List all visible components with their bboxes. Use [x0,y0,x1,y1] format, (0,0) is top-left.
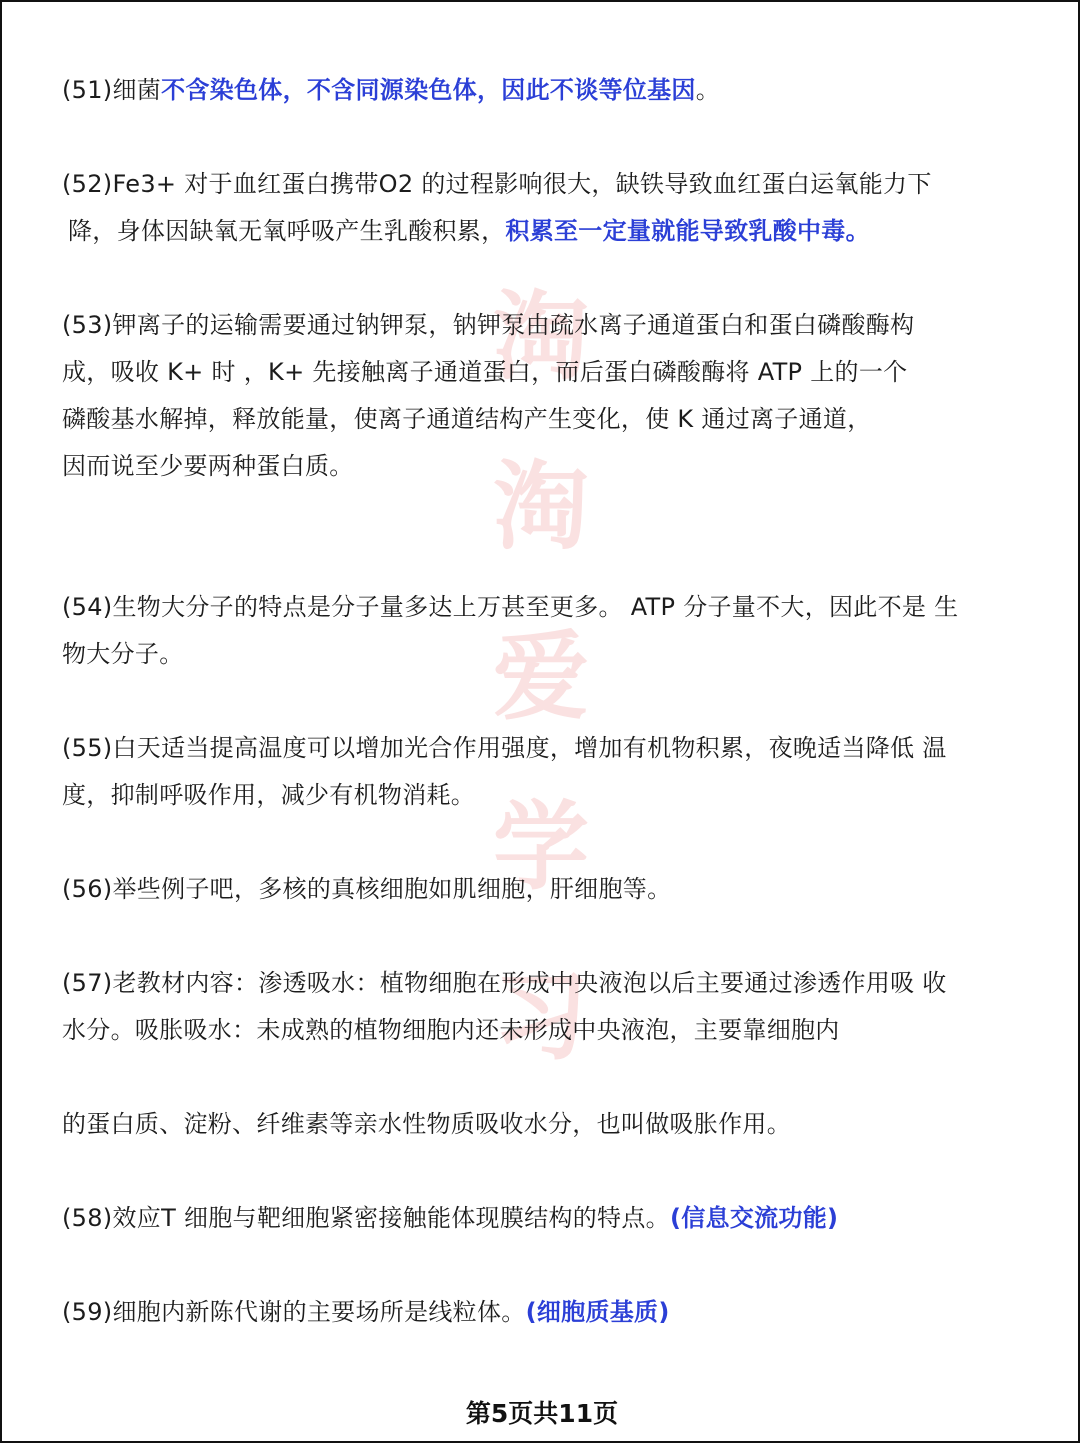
item-53-line-4: 因而说至少要两种蛋白质。 [62,452,354,480]
item-59-highlight: (细胞质基质) [525,1298,670,1326]
item-56-line-1: (56)举些例子吧，多核的真核细胞如肌细胞，肝细胞等。 [62,875,672,903]
watermark-char: 淘 [493,450,589,563]
watermark-char: 爱 [493,620,589,733]
item-54-line-2: 物大分子。 [62,640,184,668]
item-55-line-2: 度，抑制呼吸作用，减少有机物消耗。 [62,781,476,809]
item-52-line-1: (52)Fe3+ 对于血红蛋白携带O2 的过程影响很大，缺铁导致血红蛋白运氧能力下 [62,170,932,198]
watermark-char: 学 [493,790,589,903]
item-59-text: (59)细胞内新陈代谢的主要场所是线粒体。 [62,1298,526,1326]
item-51-prefix: (51)细菌 [62,76,162,104]
item-58-text: (58)效应T 细胞与靶细胞紧密接触能体现膜结构的特点。 [62,1204,670,1232]
item-55-line-1: (55)白天适当提高温度可以增加光合作用强度，增加有机物积累，夜晚适当降低 温 [62,734,947,762]
item-58-highlight: (信息交流功能) [669,1204,839,1232]
page-number: 第5页共11页 [465,1399,619,1428]
item-51-line-1 [62,74,720,106]
item-53-line-3: 磷酸基水解掉，释放能量，使离子通道结构产生变化，使 K 通过离子通道， [62,405,872,433]
item-52-line-2 [68,215,870,247]
item-58-line-1 [62,1202,838,1234]
item-53-line-2: 成，吸收 K+ 时 ，K+ 先接触离子通道蛋白，而后蛋白磷酸酶将 ATP 上的一个 [62,358,908,386]
watermark-char: 习 [493,960,589,1073]
item-53-line-1: (53)钾离子的运输需要通过钠钾泵，钠钾泵由疏水离子通道蛋白和蛋白磷酸酶构 [62,311,915,339]
item-51-suffix: 。 [695,76,720,104]
item-52-highlight: 积累至一定量就能导致乳酸中毒。 [505,217,870,245]
item-52-text: 降，身体因缺氧无氧呼吸产生乳酸积累， [68,217,506,245]
item-57-line-3: 的蛋白质、淀粉、纤维素等亲水性物质吸收水分，也叫做吸胀作用。 [62,1110,791,1138]
item-59-line-1 [62,1296,670,1328]
item-51-highlight: 不含染色体，不含同源染色体，因此不谈等位基因 [161,76,696,104]
watermark-char: 淘 [493,280,589,393]
item-54-line-1: (54)生物大分子的特点是分子量多达上万甚至更多。 ATP 分子量不大，因此不是 生 [62,593,959,621]
item-57-line-2: 水分。吸胀吸水：未成熟的植物细胞内还未形成中央液泡，主要靠细胞内 [62,1016,840,1044]
item-57-line-1: (57)老教材内容：渗透吸水：植物细胞在形成中央液泡以后主要通过渗透作用吸 收 [62,969,947,997]
